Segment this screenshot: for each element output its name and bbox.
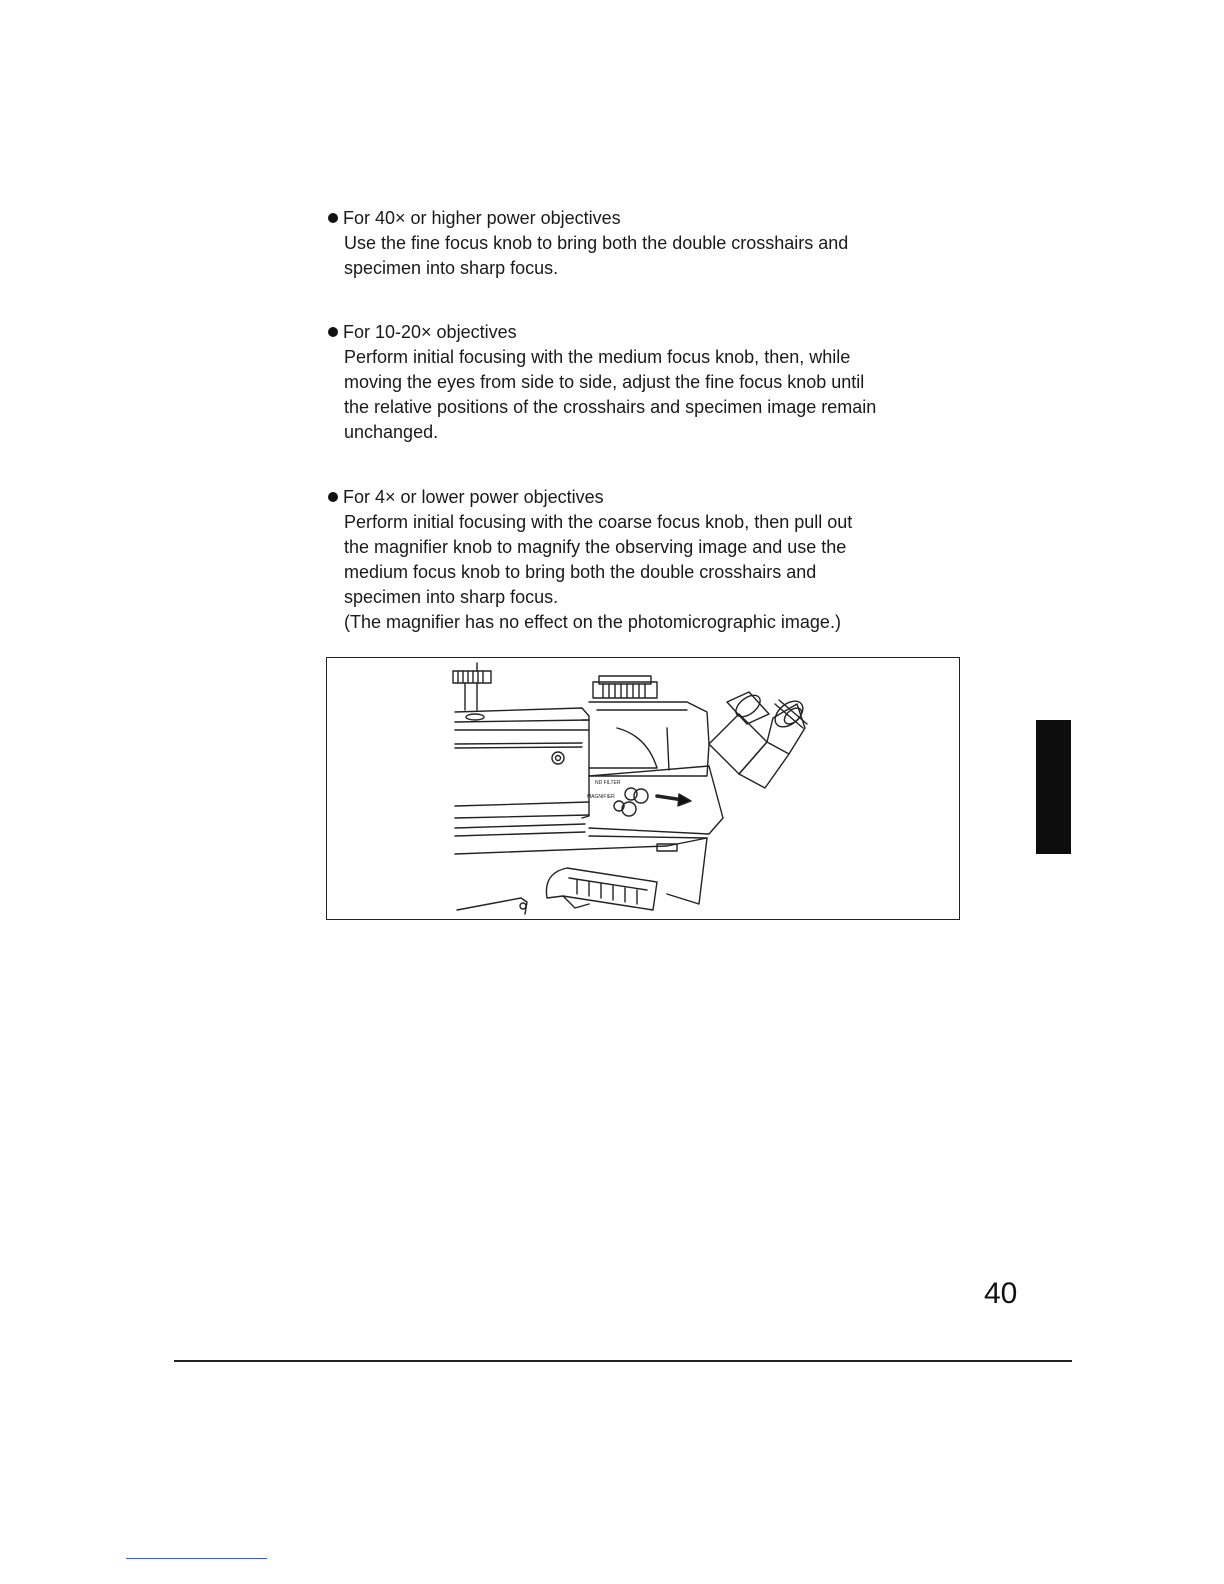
body-line: Perform initial focusing with the coarse focus knob, then pull out — [344, 512, 853, 532]
body-line: specimen into sharp focus. — [344, 587, 559, 607]
body-line: unchanged. — [344, 422, 439, 442]
svg-text:ND FILTER: ND FILTER — [595, 780, 621, 786]
bullet-icon — [328, 213, 338, 223]
body-line: moving the eyes from side to side, adjust the fine focus knob until — [344, 372, 865, 392]
section-heading: For 10-20× objectives — [328, 320, 968, 345]
page-number: 40 — [984, 1277, 1018, 1310]
bullet-icon — [328, 327, 338, 337]
body-line: medium focus knob to bring both the double crosshairs and — [344, 562, 817, 582]
body-line: Use the fine focus knob to bring both the double crosshairs and — [344, 233, 849, 253]
bottom-divider — [126, 1558, 267, 1559]
body-line: (The magnifier has no effect on the photomicrographic image.) — [344, 612, 841, 632]
svg-text:MAGNIFIER: MAGNIFIER — [587, 794, 615, 800]
bullet-icon — [328, 492, 338, 502]
magnifier-knob-icon — [614, 801, 636, 816]
section-10-20x — [328, 320, 968, 445]
body-line: specimen into sharp focus. — [344, 258, 559, 278]
body-line: Perform initial focusing with the medium focus knob, then, while — [344, 347, 851, 367]
section-4x — [328, 485, 968, 635]
nd-filter-knob-icon — [625, 788, 648, 803]
section-heading: For 4× or lower power objectives — [328, 485, 968, 510]
footer-divider — [174, 1360, 1072, 1362]
microscope-illustration — [326, 657, 960, 920]
pull-arrow-icon — [657, 794, 691, 806]
section-tab-marker — [1036, 720, 1071, 854]
section-heading: For 40× or higher power objectives — [328, 206, 968, 231]
body-line: the magnifier knob to magnify the observing image and use the — [344, 537, 847, 557]
body-line: the relative positions of the crosshairs and specimen image remain — [344, 397, 877, 417]
eyepiece-icon — [709, 691, 808, 788]
microscope-drawing — [327, 658, 961, 921]
section-40x — [328, 206, 968, 281]
top-knob-icon — [453, 663, 491, 710]
